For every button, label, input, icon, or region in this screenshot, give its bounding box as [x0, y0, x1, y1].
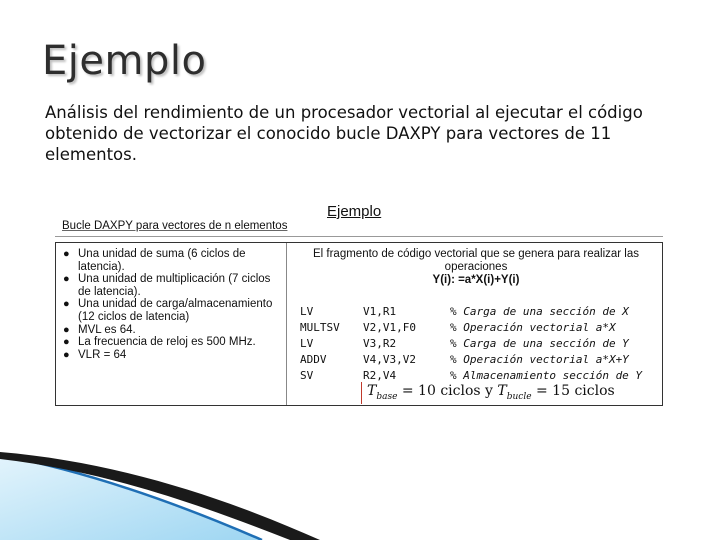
daxpy-formula: Y(i): =a*X(i)+Y(i)	[432, 274, 520, 286]
slide-intro-text: Análisis del rendimiento de un procesador vectorial al ejecutar el código obtenido de vectorizar el conocido bucle DAXPY para vectores de 11 elementos.	[45, 103, 643, 164]
t-bucle-value: = 15 ciclos	[536, 383, 615, 399]
t-base-value: = 10 ciclos y	[401, 383, 493, 399]
vector-code-listing	[300, 304, 660, 384]
code-operands: V2,V1,F0	[363, 321, 416, 334]
code-line	[300, 336, 660, 352]
list-item	[60, 324, 282, 337]
list-item	[60, 273, 282, 298]
t-base-symbol: T	[367, 383, 377, 399]
bullet-dot-icon: ●	[63, 348, 70, 361]
code-opcode: MULTSV	[300, 321, 340, 334]
bullet-dot-icon: ●	[63, 336, 70, 349]
code-line	[300, 352, 660, 368]
list-item	[60, 248, 282, 273]
code-comment: % Carga de una sección de Y	[450, 337, 629, 350]
t-bucle-subscript: bucle	[506, 391, 532, 402]
figure-column-divider	[286, 243, 287, 405]
code-description: El fragmento de código vectorial que se genera para realizar las operaciones	[312, 248, 640, 273]
slide-title: Ejemplo	[42, 38, 207, 84]
list-item	[60, 298, 282, 323]
code-comment: % Carga de una sección de X	[450, 305, 629, 318]
code-line	[300, 368, 660, 384]
code-operands: R2,V4	[363, 369, 397, 382]
bullet-dot-icon: ●	[63, 298, 70, 311]
figure-divider-line	[55, 236, 663, 237]
bullet-dot-icon: ●	[63, 323, 70, 336]
code-opcode: ADDV	[300, 353, 327, 366]
code-comment: % Operación vectorial a*X	[450, 321, 616, 334]
bullet-dot-icon: ●	[63, 248, 70, 260]
list-item-text: Una unidad de suma (6 ciclos de latencia).	[78, 248, 246, 273]
list-item-text: Una unidad de multiplicación (7 ciclos de latencia).	[78, 273, 271, 298]
swoosh-light-blue	[0, 455, 262, 540]
figure-title: Ejemplo	[327, 203, 382, 220]
figure-subtitle: Bucle DAXPY para vectores de n elementos	[62, 220, 288, 232]
t-bucle-symbol: T	[497, 383, 507, 399]
code-operands: V4,V3,V2	[363, 353, 416, 366]
list-item-text: VLR = 64	[78, 348, 127, 361]
timing-equation	[367, 383, 615, 402]
code-operands: V3,R2	[363, 337, 397, 350]
timing-marker-line	[361, 382, 362, 404]
code-comment: % Almacenamiento sección de Y	[450, 369, 643, 382]
code-opcode: LV	[300, 305, 314, 318]
code-opcode: LV	[300, 337, 314, 350]
bullet-dot-icon: ●	[63, 273, 70, 286]
list-item-text: MVL es 64.	[78, 323, 136, 336]
list-item	[60, 336, 282, 349]
list-item	[60, 349, 282, 362]
code-comment: % Operación vectorial a*X+Y	[450, 353, 629, 366]
processor-specs-list	[60, 248, 282, 361]
code-operands: V1,R1	[363, 305, 397, 318]
t-base-subscript: base	[376, 391, 398, 402]
list-item-text: La frecuencia de reloj es 500 MHz.	[78, 336, 256, 349]
code-line	[300, 320, 660, 336]
list-item-text: Una unidad de carga/almacenamiento (12 ciclos de latencia)	[78, 298, 273, 323]
code-line	[300, 304, 660, 320]
code-opcode: SV	[300, 369, 314, 382]
